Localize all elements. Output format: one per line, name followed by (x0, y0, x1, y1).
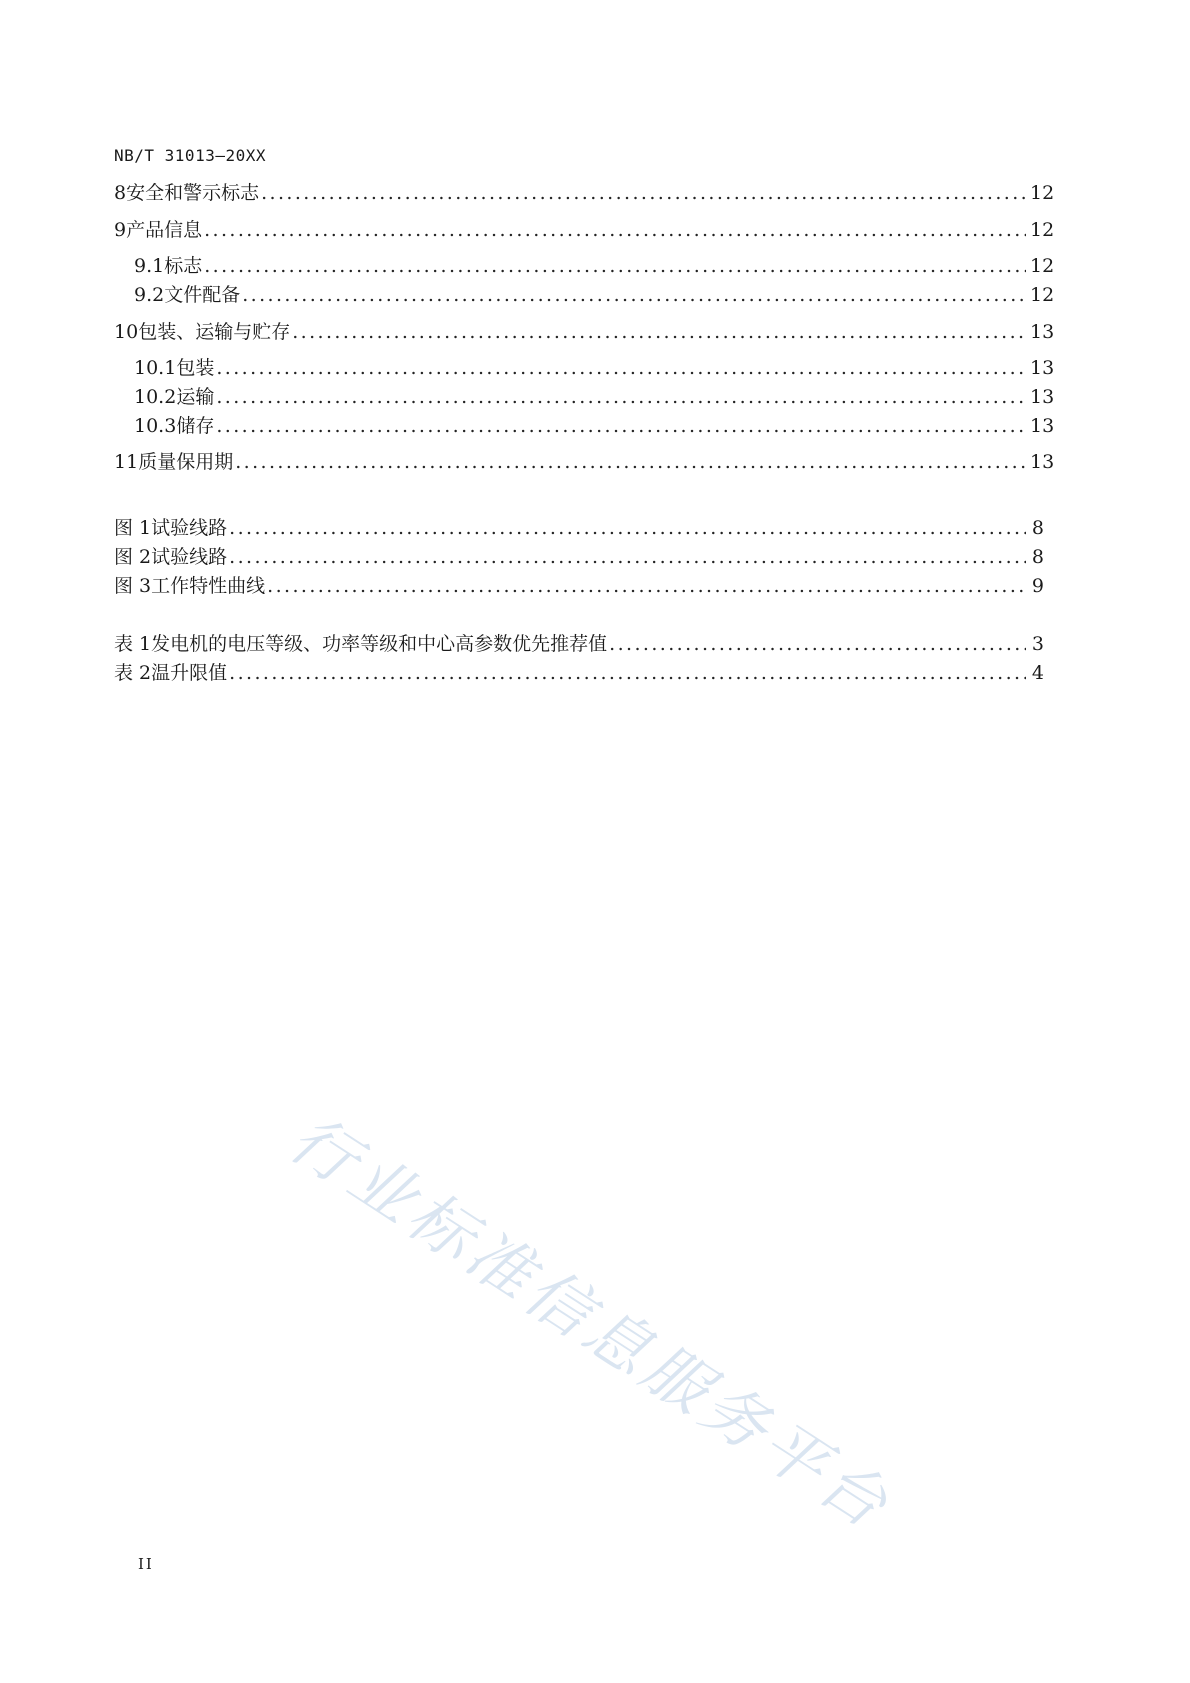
leader-dots (204, 217, 1026, 243)
leader-dots (204, 253, 1026, 279)
page-number: II (138, 1555, 154, 1573)
leader-dots (216, 384, 1026, 410)
toc-entry-page: 12 (1030, 182, 1055, 204)
table-page: 4 (1031, 662, 1044, 684)
toc-entry-number: 9.2 (134, 284, 165, 306)
figure-title: 试验线路 (151, 546, 228, 568)
toc-entry-number: 9 (114, 219, 127, 241)
toc-entry-page: 13 (1030, 451, 1055, 473)
table-title: 发电机的电压等级、功率等级和中心高参数优先推荐值 (151, 633, 608, 655)
toc-entry-title: 安全和警示标志 (126, 182, 260, 204)
standard-number: NB/T 31013—20XX (114, 146, 266, 165)
toc-entry-page: 13 (1030, 386, 1055, 408)
toc-entry-title: 包装、运输与贮存 (138, 321, 291, 343)
toc-entry-10-1[interactable] (134, 355, 1055, 381)
toc-entry-9[interactable] (114, 217, 1055, 243)
figure-number: 图 2 (114, 546, 152, 568)
leader-dots (216, 413, 1026, 439)
figure-page: 9 (1031, 575, 1044, 597)
leader-dots (229, 515, 1026, 541)
toc-entry-page: 12 (1030, 219, 1055, 241)
table-page: 3 (1031, 633, 1044, 655)
toc-entry-number: 10.3 (134, 415, 177, 437)
table-title: 温升限值 (151, 662, 228, 684)
figure-title: 工作特性曲线 (151, 575, 266, 597)
toc-entry-page: 13 (1030, 415, 1055, 437)
toc-entry-title: 储存 (176, 415, 215, 437)
leader-dots (235, 449, 1026, 475)
toc-entry-title: 产品信息 (126, 219, 203, 241)
toc-entry-page: 12 (1030, 284, 1055, 306)
leader-dots (261, 180, 1026, 206)
table-number: 表 2 (114, 662, 152, 684)
toc-entry-page: 13 (1030, 357, 1055, 379)
toc-entry-8[interactable] (114, 180, 1055, 206)
toc-entry-page: 13 (1030, 321, 1055, 343)
toc-entry-10-3[interactable] (134, 413, 1055, 439)
toc-entry-title: 标志 (164, 255, 203, 277)
leader-dots (216, 355, 1026, 381)
leader-dots (229, 660, 1026, 686)
toc-entry-page: 12 (1030, 255, 1055, 277)
toc-entry-number: 9.1 (134, 255, 165, 277)
toc-entry-number: 10.2 (134, 386, 177, 408)
figure-number: 图 1 (114, 517, 152, 539)
figure-number: 图 3 (114, 575, 152, 597)
toc-entry-number: 10 (114, 321, 139, 343)
toc-entry-9-1[interactable] (134, 253, 1055, 279)
leader-dots (292, 319, 1026, 345)
table-number: 表 1 (114, 633, 152, 655)
toc-entry-number: 8 (114, 182, 127, 204)
figure-page: 8 (1031, 517, 1044, 539)
leader-dots (242, 282, 1026, 308)
toc-entry-10-2[interactable] (134, 384, 1055, 410)
leader-dots (267, 573, 1026, 599)
toc-entry-10[interactable] (114, 319, 1055, 345)
table-entry-2[interactable] (114, 660, 1044, 686)
watermark-text: 行业标准信息服务平台 (276, 1102, 904, 1546)
toc-entry-title: 文件配备 (164, 284, 241, 306)
toc-entry-9-2[interactable] (134, 282, 1055, 308)
toc-entry-title: 运输 (176, 386, 215, 408)
leader-dots (609, 631, 1026, 657)
toc-entry-11[interactable] (114, 449, 1055, 475)
figure-entry-3[interactable] (114, 573, 1044, 599)
toc-entry-title: 包装 (176, 357, 215, 379)
figure-entry-2[interactable] (114, 544, 1044, 570)
figure-entry-1[interactable] (114, 515, 1044, 541)
table-entry-1[interactable] (114, 631, 1044, 657)
toc-entry-number: 10.1 (134, 357, 177, 379)
figure-title: 试验线路 (151, 517, 228, 539)
leader-dots (229, 544, 1026, 570)
toc-entry-title: 质量保用期 (138, 451, 234, 473)
figure-page: 8 (1031, 546, 1044, 568)
toc-entry-number: 11 (114, 451, 139, 473)
